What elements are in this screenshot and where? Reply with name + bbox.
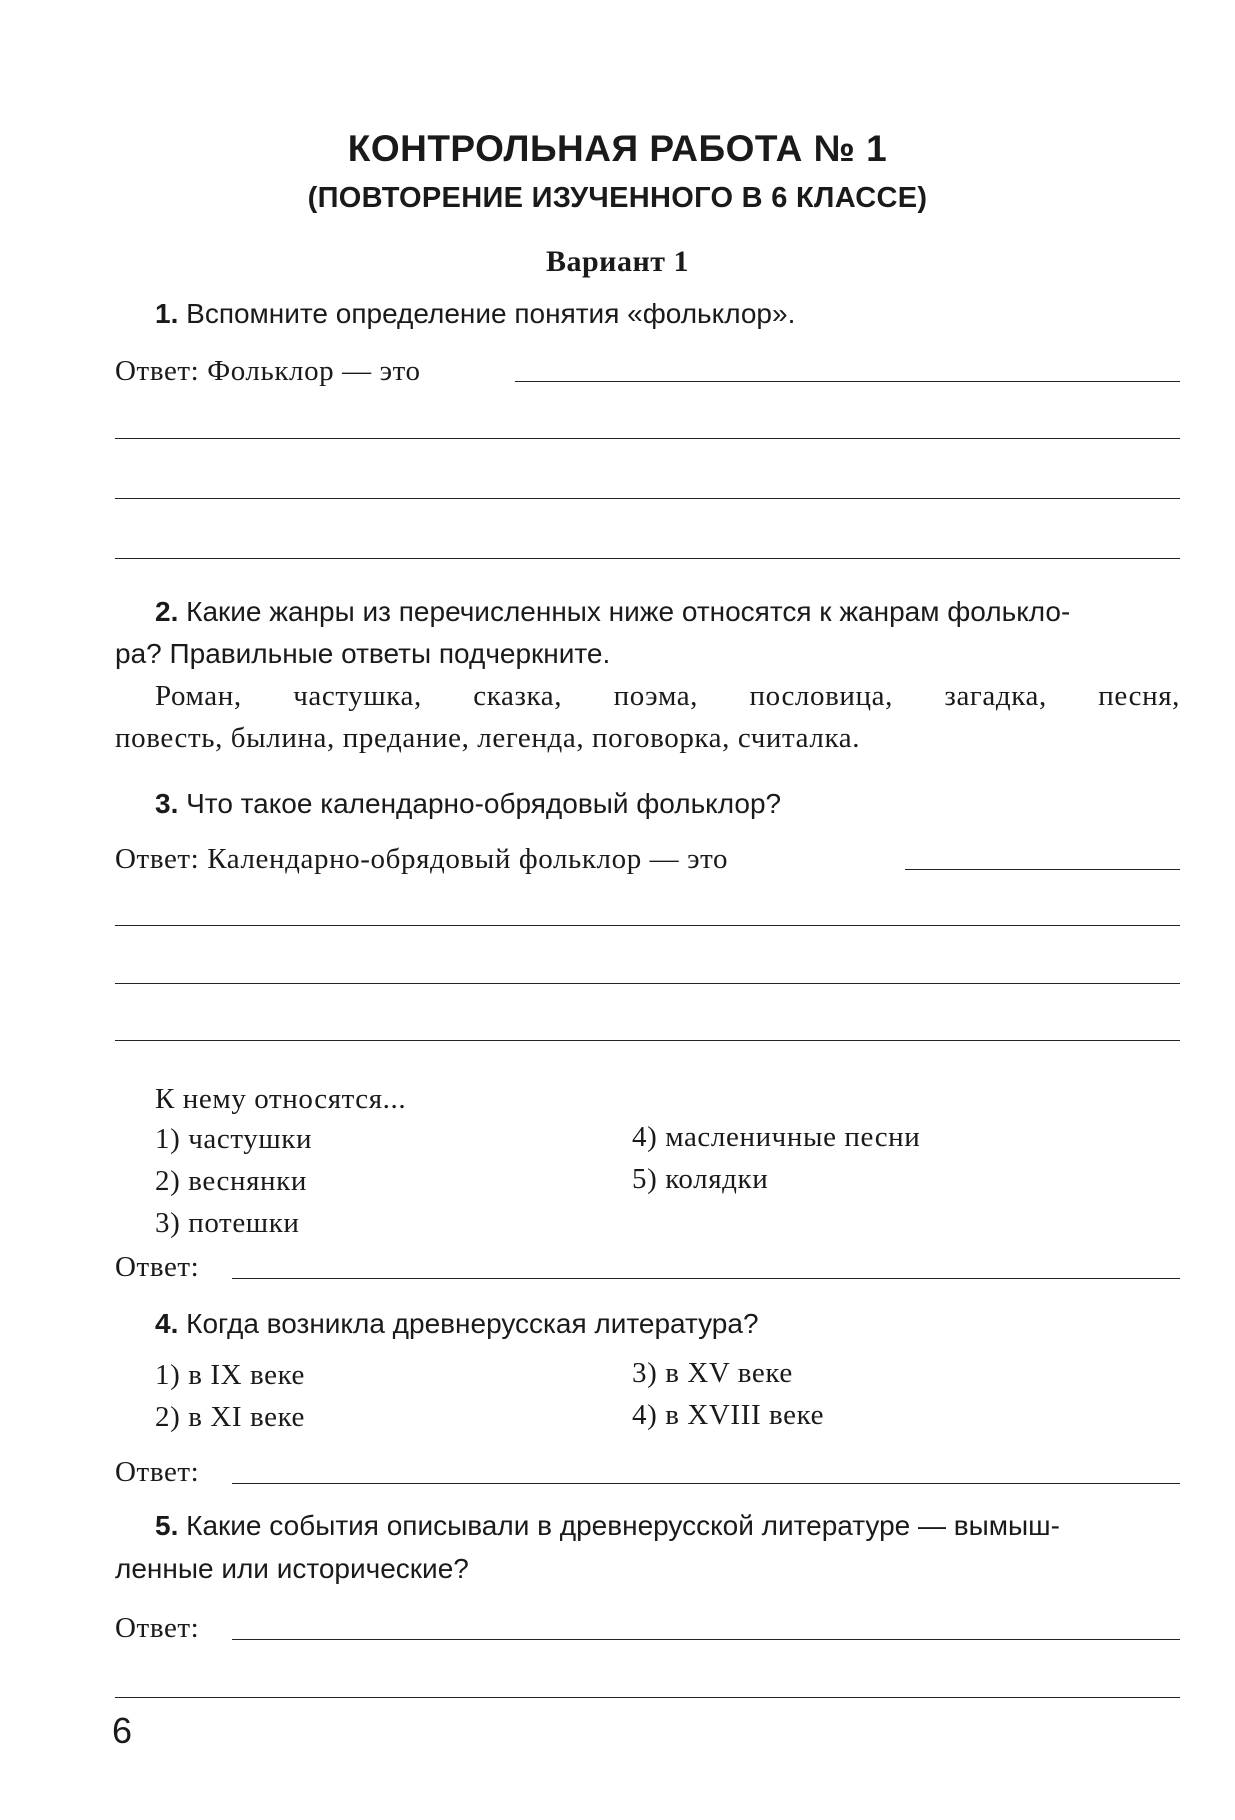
question-4-option-1: 1) в IX веке xyxy=(155,1359,306,1391)
answer-line-5b[interactable] xyxy=(115,1697,1180,1698)
answer-line-5a[interactable] xyxy=(232,1639,1180,1640)
question-4-option-2: 2) в XI веке xyxy=(155,1401,306,1433)
question-4-option-4: 4) в XVIII веке xyxy=(632,1399,825,1431)
question-5-number: 5. xyxy=(155,1510,179,1541)
answer-line-3d[interactable] xyxy=(115,1040,1180,1041)
question-1-number: 1. xyxy=(155,298,179,329)
question-2-line2: ра? Правильные ответы подчеркните. xyxy=(115,638,611,669)
question-1 xyxy=(155,298,795,330)
question-3-number: 3. xyxy=(155,788,179,819)
variant-heading: Вариант 1 xyxy=(545,245,689,278)
question-3 xyxy=(155,788,781,820)
question-5-text: Какие события описывали в древнерусской литературе — вымыш- xyxy=(186,1510,1060,1541)
question-1-text: Вспомните определение понятия «фольклор». xyxy=(186,298,796,329)
page-subtitle: (ПОВТОРЕНИЕ ИЗУЧЕННОГО В 6 КЛАССЕ) xyxy=(307,182,928,214)
question-5-line1 xyxy=(155,1510,1060,1542)
question-4-option-3: 3) в XV веке xyxy=(632,1357,793,1389)
answer-line-4[interactable] xyxy=(232,1483,1180,1484)
question-1-answer-label: Ответ: Фольклор — это xyxy=(115,355,421,387)
answer-line-1d[interactable] xyxy=(115,558,1180,559)
genre-list-line1: Роман, частушка, сказка, поэма, пословица, загадка, песня, xyxy=(155,680,1180,712)
question-3-answer-label-2: Ответ: xyxy=(115,1251,200,1283)
question-3-intro: К нему относятся... xyxy=(155,1083,407,1115)
page-number: 6 xyxy=(112,1710,133,1751)
question-3-option-4: 4) масленичные песни xyxy=(632,1121,921,1153)
question-4-text: Когда возникла древнерусская литература? xyxy=(186,1308,759,1339)
question-3-option-1: 1) частушки xyxy=(155,1123,313,1155)
answer-line-3b[interactable] xyxy=(115,925,1180,926)
question-3-text: Что такое календарно-обрядовый фольклор? xyxy=(186,788,782,819)
question-4-number: 4. xyxy=(155,1308,179,1339)
question-3-option-3: 3) потешки xyxy=(155,1207,300,1239)
answer-line-1c[interactable] xyxy=(115,498,1180,499)
answer-line-1b[interactable] xyxy=(115,438,1180,439)
question-3-option-2: 2) веснянки xyxy=(155,1165,307,1197)
answer-line-1a[interactable] xyxy=(515,381,1180,382)
question-2-line1 xyxy=(155,596,1070,628)
page-title: КОНТРОЛЬНАЯ РАБОТА № 1 xyxy=(347,128,888,169)
question-3-answer-label: Ответ: Календарно-обрядовый фольклор — это xyxy=(115,843,729,875)
question-3-option-5: 5) колядки xyxy=(632,1163,769,1195)
question-5-answer-label: Ответ: xyxy=(115,1612,200,1644)
question-2-number: 2. xyxy=(155,596,179,627)
question-2-text: Какие жанры из перечисленных ниже относятся к жанрам фолькло- xyxy=(186,596,1071,627)
genre-list-line2: повесть, былина, предание, легенда, поговорка, считалка. xyxy=(115,722,861,754)
answer-line-3c[interactable] xyxy=(115,983,1180,984)
answer-line-3a[interactable] xyxy=(905,869,1180,870)
question-4 xyxy=(155,1308,759,1340)
question-5-line2: ленные или исторические? xyxy=(115,1553,469,1584)
answer-line-3e[interactable] xyxy=(232,1278,1180,1279)
question-4-answer-label: Ответ: xyxy=(115,1456,200,1488)
